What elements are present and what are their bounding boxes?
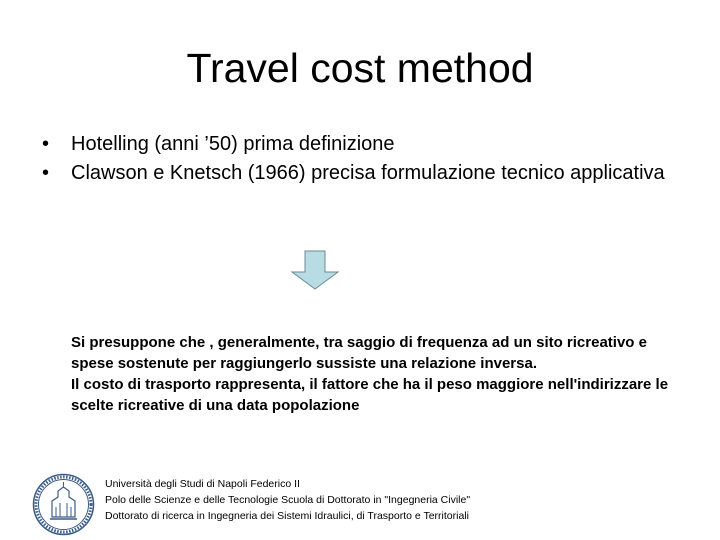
bullet-text: Clawson e Knetsch (1966) precisa formulazione tecnico applicativa <box>71 162 665 184</box>
bullet-list <box>42 130 702 188</box>
bullet-text: Hotelling (anni ’50) prima definizione <box>71 133 395 155</box>
footer-university: Università degli Studi di Napoli Federico II <box>105 478 300 490</box>
university-seal-icon <box>32 473 95 536</box>
bullet-item <box>42 159 702 188</box>
slide-title: Travel cost method <box>186 45 534 91</box>
footer <box>105 476 705 524</box>
bullet-marker: • <box>42 162 50 184</box>
footer-school: Polo delle Scienze e delle Tecnologie Scuola di Dottorato in "Ingegneria Civile" <box>105 494 471 506</box>
bullet-marker: • <box>42 133 50 155</box>
footer-doctorate: Dottorato di ricerca in Ingegneria dei Sistemi Idraulici, di Trasporto e Territoriali <box>105 510 469 522</box>
bullet-item <box>42 130 702 159</box>
body-paragraph: Si presuppone che , generalmente, tra saggio di frequenza ad un sito ricreativo e spese sostenute per raggiungerlo sussiste una relazione inversa. Il costo di trasporto rappresenta, il fattore che ha il peso maggiore nell'indirizzare le scelte ricreative di una data popolazione <box>71 334 669 414</box>
down-arrow-icon <box>290 250 340 290</box>
